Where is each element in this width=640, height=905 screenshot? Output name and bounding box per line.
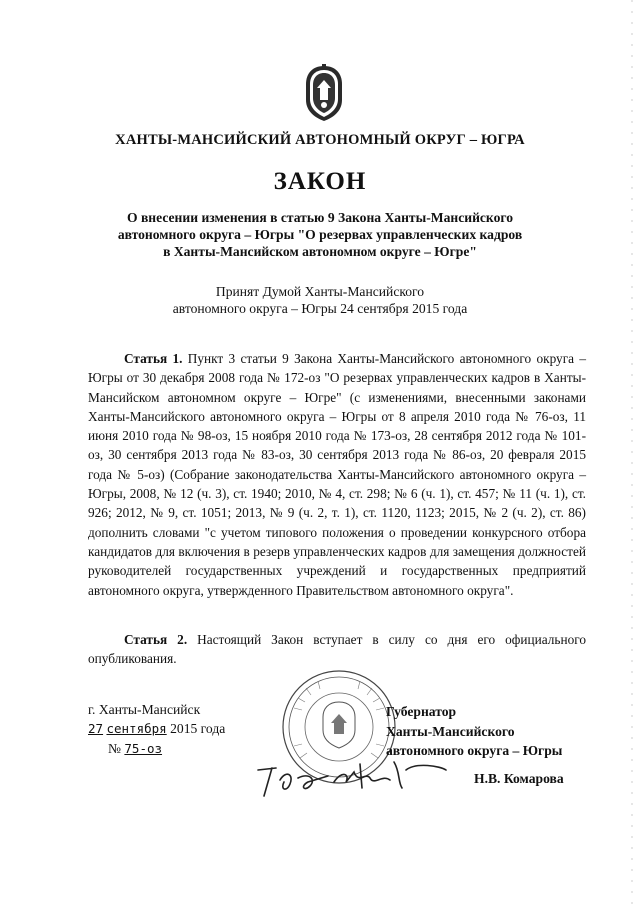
number-value: 75-оз [124,741,163,756]
signing-city: г. Ханты-Мансийск [88,702,201,717]
date-month: сентября [106,721,167,736]
region-heading: ХАНТЫ-МАНСИЙСКИЙ АВТОНОМНЫЙ ОКРУГ – ЮГРА [115,132,525,148]
article-label: Статья 2. [124,632,188,647]
article-2 [88,630,586,669]
subject-line: в Ханты-Мансийском автономном округе – Югре" [163,244,477,259]
number-label: № [108,741,121,756]
adoption-note [90,283,550,317]
scan-edge-marks [630,0,634,905]
governor-name: Н.В. Комарова [474,771,564,786]
article-label: Статья 1. [124,351,183,366]
date-year: 2015 года [170,721,226,736]
adoption-line: Принят Думой Ханты-Мансийского [215,284,425,299]
article-text: Настоящий Закон вступает в силу со дня его официального опубликования. [88,632,587,667]
article-text: Пункт 3 статьи 9 Закона Ханты-Мансийского автономного округа – Югры от 30 декабря 2008 года № 172-оз "О резервах управленческих кадров в Ханты-Мансийском автономном округе – Югре" (с изменениями, внесенными законами Ханты-Мансийского автономного округа – Югры от 8 апреля 2010 года № 76-оз, 11 июня 2010 года № 98-оз, 15 ноября 2010 года № 173-оз, 28 сентября 2012 года № 101-оз, 30 сентября 2013 года № 83-оз, 30 сентября 2013 года № 86-оз, 20 февраля 2015 года № 5-оз) (Собрание законодательства Ханты-Мансийского автономного округа – Югры, 2008, № 12 (ч. 3), ст. 1940; 2010, № 4, ст. 298; № 6 (ч. 1), ст. 457; № 11 (ч. 1), ст. 926; 2012, № 9, ст. 1051; 2013, № 9 (ч. 2, т. 1), ст. 1120, 1123; 2015, № 2 (ч. 2), ст. 86) дополнить словами "с учетом типового положения о проведении конкурсного отбора кандидатов для включения в резерв управленческих кадров для замещения должностей руководителей государственных учреждений и государственных предприятий автономного округа, утвержденного Правительством автономного округа". [88,351,586,598]
coat-of-arms-icon [302,64,346,122]
law-number [108,741,162,757]
article-1 [88,349,586,600]
governor-line: Ханты-Мансийского [386,723,515,739]
governor-title [386,702,562,761]
governor-line: Губернатор [386,704,457,719]
subject-line: автономного округа – Югры "О резервах управленческих кадров [117,227,523,242]
date-day: 27 [88,721,104,736]
signing-date [88,721,225,737]
governor-line: автономного округа – Югры [386,743,563,758]
adoption-line: автономного округа – Югры 24 сентября 2015 года [172,301,468,316]
law-subject [90,209,550,260]
subject-line: О внесении изменения в статью 9 Закона Ханты-Мансийского [126,210,514,225]
document-type-title: ЗАКОН [273,168,367,195]
